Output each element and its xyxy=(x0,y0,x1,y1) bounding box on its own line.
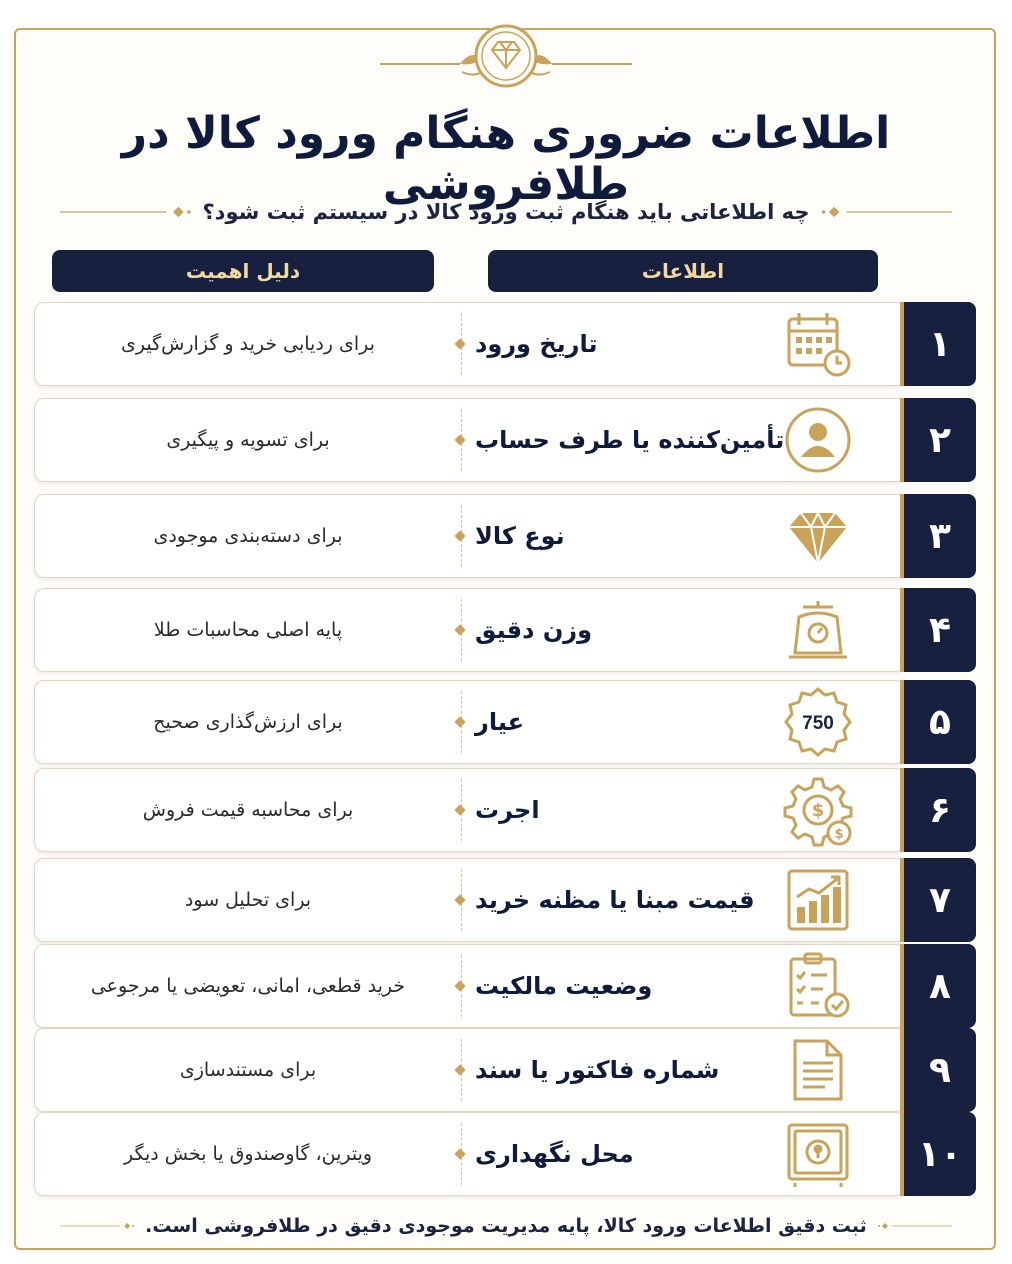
row-card xyxy=(34,588,906,672)
row-number: ۲ xyxy=(900,398,976,482)
left-line-ornament xyxy=(60,205,192,219)
row-reason: برای ردیابی خرید و گزارش‌گیری xyxy=(121,333,375,355)
column-header-info: اطلاعات xyxy=(488,250,878,292)
footer-left-ornament xyxy=(60,1219,135,1233)
row-label: شماره فاکتور یا سند xyxy=(475,1056,720,1084)
row-7 xyxy=(34,858,976,942)
row-reason: پایه اصلی محاسبات طلا xyxy=(153,619,343,641)
row-number: ۱۰ xyxy=(900,1112,976,1196)
footer-note: ثبت دقیق اطلاعات ورود کالا، پایه مدیریت موجودی دقیق در طلافروشی است. xyxy=(145,1215,867,1237)
row-1 xyxy=(34,302,976,386)
row-card xyxy=(34,768,906,852)
checklist-icon xyxy=(781,949,855,1023)
row-label: تأمین‌کننده یا طرف حساب xyxy=(475,426,785,454)
karat-badge-icon xyxy=(781,685,855,759)
row-9 xyxy=(34,1028,976,1112)
row-reason: ویترین، گاوصندوق یا بخش دیگر xyxy=(123,1143,373,1165)
chart-icon xyxy=(781,863,855,937)
row-number: ۸ xyxy=(900,944,976,1028)
diamond-icon xyxy=(781,499,855,573)
row-card xyxy=(34,680,906,764)
row-label: محل نگهداری xyxy=(475,1140,634,1168)
subtitle: چه اطلاعاتی باید هنگام ثبت ورود کالا در سیستم ثبت شود؟ xyxy=(202,200,810,224)
calendar-icon xyxy=(781,307,855,381)
scale-icon xyxy=(781,593,855,667)
user-icon xyxy=(781,403,855,477)
row-number: ۴ xyxy=(900,588,976,672)
row-reason: برای محاسبه قیمت فروش xyxy=(142,799,354,821)
row-reason: برای تسویه و پیگیری xyxy=(166,429,330,451)
row-label: تاریخ ورود xyxy=(475,330,598,358)
row-reason: برای مستندسازی xyxy=(179,1059,317,1081)
svg-text:$: $ xyxy=(811,800,825,821)
row-number: ۷ xyxy=(900,858,976,942)
row-label: قیمت مبنا یا مظنه خرید xyxy=(475,886,755,914)
row-label: اجرت xyxy=(475,796,540,824)
row-reason: خرید قطعی، امانی، تعویضی یا مرجوعی xyxy=(90,975,406,997)
footer-row xyxy=(60,1208,952,1244)
page-title: اطلاعات ضروری هنگام ورود کالا در طلافروشی xyxy=(121,108,891,210)
row-card xyxy=(34,398,906,482)
row-8 xyxy=(34,944,976,1028)
footer-right-ornament xyxy=(877,1219,952,1233)
row-number: ۶ xyxy=(900,768,976,852)
row-card xyxy=(34,302,906,386)
row-number: ۱ xyxy=(900,302,976,386)
row-6 xyxy=(34,768,976,852)
row-card xyxy=(34,1028,906,1112)
document-icon xyxy=(781,1033,855,1107)
right-line-ornament xyxy=(820,205,952,219)
row-label: عیار xyxy=(475,708,525,736)
row-reason: برای دسته‌بندی موجودی xyxy=(153,525,343,547)
row-card xyxy=(34,494,906,578)
row-card xyxy=(34,1112,906,1196)
row-number: ۳ xyxy=(900,494,976,578)
row-card xyxy=(34,858,906,942)
row-3 xyxy=(34,494,976,578)
karat-badge-text: 750 xyxy=(802,713,834,734)
row-number: ۵ xyxy=(900,680,976,764)
row-reason: برای ارزش‌گذاری صحیح xyxy=(153,711,343,733)
row-5 xyxy=(34,680,976,764)
svg-text:$: $ xyxy=(834,827,844,842)
row-label: وزن دقیق xyxy=(475,616,593,644)
row-number: ۹ xyxy=(900,1028,976,1112)
row-4 xyxy=(34,588,976,672)
row-label: وضعیت مالکیت xyxy=(475,972,653,1000)
row-reason: برای تحلیل سود xyxy=(184,889,312,911)
safe-icon xyxy=(781,1117,855,1191)
row-label: نوع کالا xyxy=(475,522,565,550)
row-card xyxy=(34,944,906,1028)
row-10 xyxy=(34,1112,976,1196)
diamond-emblem-ornament xyxy=(380,12,632,92)
column-header-reason: دلیل اهمیت xyxy=(52,250,434,292)
subtitle-row xyxy=(60,192,952,232)
row-2 xyxy=(34,398,976,482)
gear-dollar-icon xyxy=(781,773,855,847)
